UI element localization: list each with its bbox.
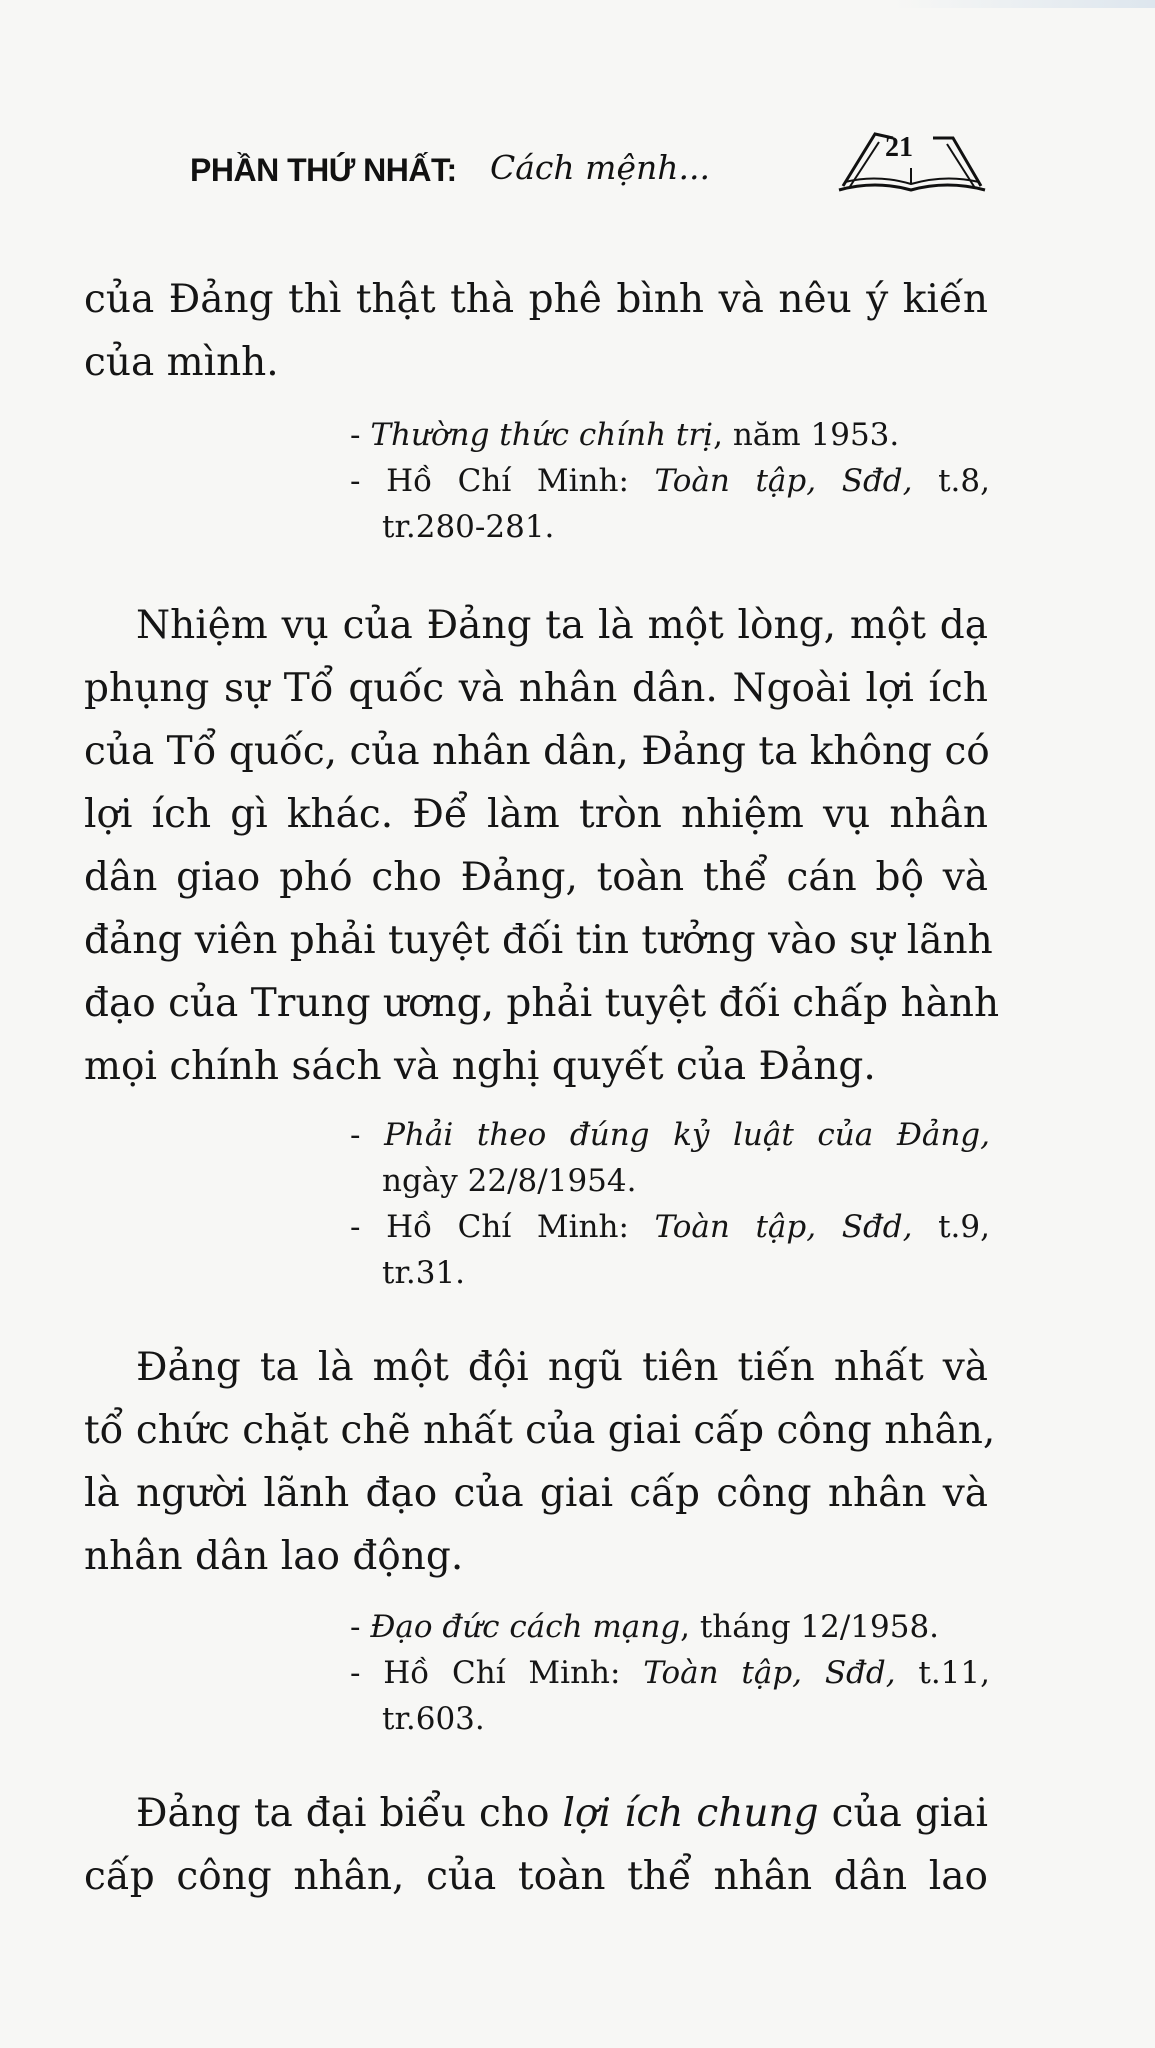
citation-reference: - Hồ Chí Minh: Toàn tập, Sđd, t.8, bbox=[350, 463, 990, 499]
citation-source-date: ngày 22/8/1954. bbox=[382, 1163, 637, 1199]
paragraph-2 bbox=[84, 594, 1000, 1098]
emphasis: lợi ích chung bbox=[562, 1791, 819, 1836]
paragraph-line: đảng viên phải tuyệt đối tin tưởng vào sự lãnh bbox=[84, 918, 993, 963]
paragraph-line: tổ chức chặt chẽ nhất của giai cấp công nhân, bbox=[84, 1408, 996, 1453]
paragraph-line: đạo của Trung ương, phải tuyệt đối chấp hành bbox=[84, 981, 1000, 1026]
paragraph-line: là người lãnh đạo của giai cấp công nhân và bbox=[84, 1471, 988, 1516]
paragraph-line: của mình. bbox=[84, 340, 279, 385]
section-title: PHẦN THỨ NHẤT: bbox=[190, 152, 457, 188]
running-header bbox=[190, 132, 990, 218]
paragraph-line: nhân dân lao động. bbox=[84, 1534, 464, 1579]
paragraph-line: của Đảng thì thật thà phê bình và nêu ý kiến bbox=[84, 277, 988, 322]
paragraph-line: phụng sự Tổ quốc và nhân dân. Ngoài lợi ích bbox=[84, 666, 988, 711]
paragraph-line: mọi chính sách và nghị quyết của Đảng. bbox=[84, 1044, 876, 1089]
paragraph-line: cấp công nhân, của toàn thể nhân dân lao bbox=[84, 1854, 988, 1899]
scan-edge bbox=[895, 0, 1155, 8]
paragraph-line: Đảng ta đại biểu cho lợi ích chung của giai bbox=[136, 1791, 988, 1836]
page-number-badge bbox=[835, 128, 990, 198]
citation-reference: - Hồ Chí Minh: Toàn tập, Sđd, t.11, bbox=[350, 1655, 990, 1691]
citation-source: - Đạo đức cách mạng, tháng 12/1958. bbox=[350, 1609, 940, 1645]
citation-1 bbox=[350, 412, 990, 550]
citation-source: - Phải theo đúng kỷ luật của Đảng, bbox=[350, 1117, 990, 1153]
paragraph-line: của Tổ quốc, của nhân dân, Đảng ta không có bbox=[84, 729, 990, 774]
citation-reference: - Hồ Chí Minh: Toàn tập, Sđd, t.9, bbox=[350, 1209, 990, 1245]
citation-pages: tr.280-281. bbox=[382, 509, 555, 545]
paragraph-line: lợi ích gì khác. Để làm tròn nhiệm vụ nhân bbox=[84, 792, 988, 837]
citation-pages: tr.31. bbox=[382, 1255, 466, 1291]
paragraph-1 bbox=[84, 268, 988, 394]
paragraph-4 bbox=[84, 1782, 988, 1908]
section-subtitle: Cách mệnh... bbox=[490, 148, 710, 187]
citation-source: - Thường thức chính trị, năm 1953. bbox=[350, 417, 900, 453]
paragraph-line: Đảng ta là một đội ngũ tiên tiến nhất và bbox=[136, 1345, 988, 1390]
page-number: 21 bbox=[885, 132, 913, 163]
citation-2 bbox=[350, 1112, 990, 1296]
paragraph-3 bbox=[84, 1336, 996, 1588]
citation-3 bbox=[350, 1604, 990, 1742]
paragraph-line: Nhiệm vụ của Đảng ta là một lòng, một dạ bbox=[136, 603, 988, 648]
paragraph-line: dân giao phó cho Đảng, toàn thể cán bộ và bbox=[84, 855, 988, 900]
citation-pages: tr.603. bbox=[382, 1701, 485, 1737]
